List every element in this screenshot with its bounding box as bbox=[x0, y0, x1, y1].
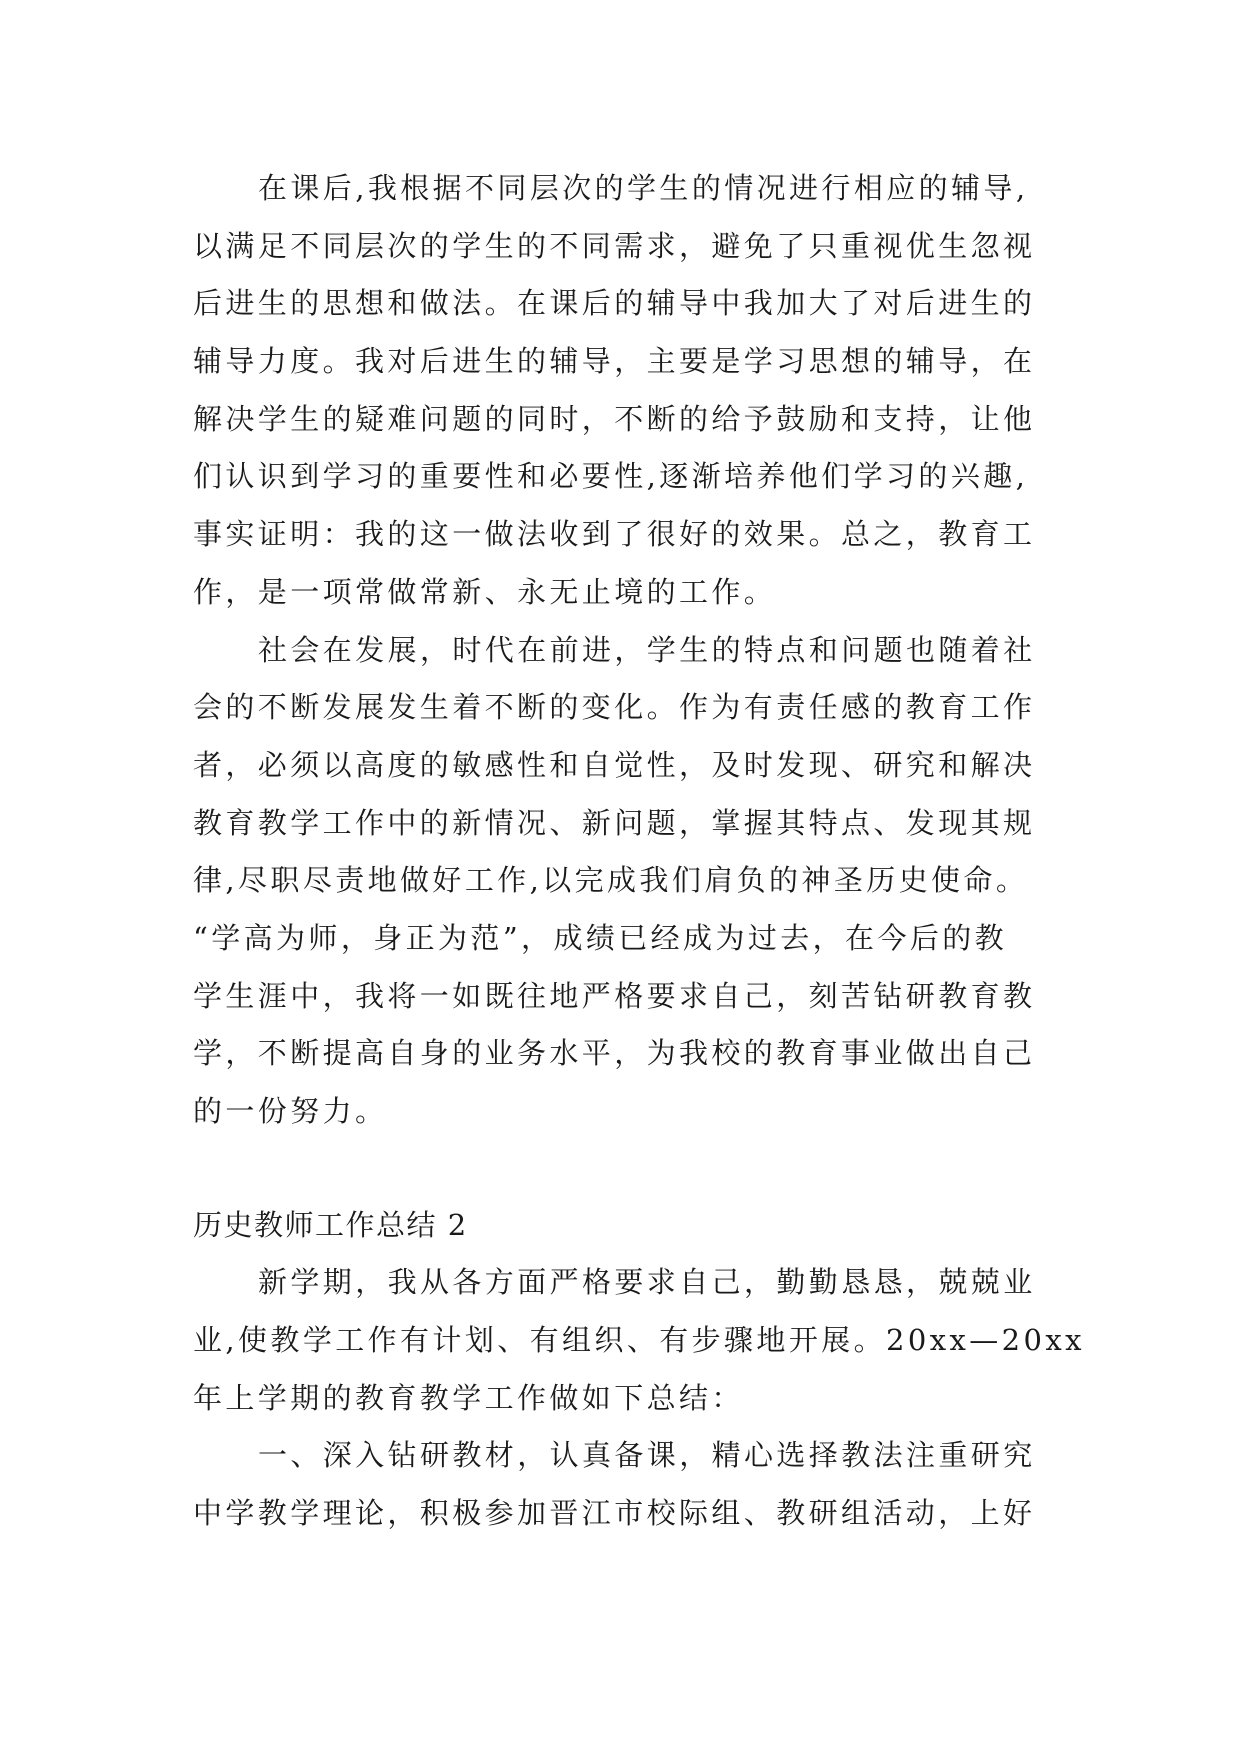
paragraph-line: 以满足不同层次的学生的不同需求，避免了只重视优生忽视 bbox=[193, 228, 1036, 263]
paragraph-line: 会的不断发展发生着不断的变化。作为有责任感的教育工作 bbox=[193, 690, 1036, 725]
paragraph-line: 教育教学工作中的新情况、新问题，掌握其特点、发现其规 bbox=[193, 805, 1036, 840]
paragraph-line: 学生涯中，我将一如既往地严格要求自己，刻苦钻研教育教 bbox=[193, 978, 1036, 1013]
paragraph-line: “学高为师，身正为范”，成绩已经成为过去，在今后的教 bbox=[193, 920, 1008, 955]
paragraph-line: 新学期，我从各方面严格要求自己，勤勤恳恳，兢兢业 bbox=[258, 1265, 1036, 1300]
paragraph-line: 解决学生的疑难问题的同时，不断的给予鼓励和支持，让他 bbox=[193, 401, 1036, 436]
paragraph-line: 律,尽职尽责地做好工作,以完成我们肩负的神圣历史使命。 bbox=[193, 863, 1029, 898]
section-gap bbox=[193, 1141, 1073, 1197]
paragraph-line: 事实证明：我的这一做法收到了很好的效果。总之，教育工 bbox=[193, 517, 1036, 552]
section-heading: 历史教师工作总结 2 bbox=[193, 1207, 468, 1242]
paragraph-line: 在课后,我根据不同层次的学生的情况进行相应的辅导, bbox=[258, 171, 1029, 205]
paragraph-line: 一、深入钻研教材，认真备课，精心选择教法注重研究 bbox=[258, 1438, 1036, 1473]
paragraph-3 bbox=[193, 1254, 1085, 1427]
paragraph-1 bbox=[193, 160, 1073, 622]
document-body bbox=[193, 160, 1085, 1543]
paragraph-line: 年上学期的教育教学工作做如下总结： bbox=[193, 1380, 744, 1415]
paragraph-line: 社会在发展，时代在前进，学生的特点和问题也随着社 bbox=[258, 632, 1036, 667]
paragraph-line: 业,使教学工作有计划、有组织、有步骤地开展。20xx—20xx bbox=[193, 1323, 1085, 1358]
paragraph-line: 辅导力度。我对后进生的辅导，主要是学习思想的辅导，在 bbox=[193, 344, 1036, 379]
paragraph-line: 的一份努力。 bbox=[193, 1094, 388, 1128]
paragraph-line: 学，不断提高自身的业务水平，为我校的教育事业做出自己 bbox=[193, 1036, 1036, 1071]
paragraph-2 bbox=[193, 622, 1073, 1141]
paragraph-line: 作，是一项常做常新、永无止境的工作。 bbox=[193, 574, 777, 609]
paragraph-line: 们认识到学习的重要性和必要性,逐渐培养他们学习的兴趣, bbox=[193, 459, 1029, 494]
paragraph-line: 者，必须以高度的敏感性和自觉性，及时发现、研究和解决 bbox=[193, 747, 1036, 782]
paragraph-line: 后进生的思想和做法。在课后的辅导中我加大了对后进生的 bbox=[193, 286, 1036, 321]
paragraph-4 bbox=[193, 1427, 1073, 1542]
paragraph-line: 中学教学理论，积极参加晋江市校际组、教研组活动，上好 bbox=[193, 1496, 1036, 1531]
